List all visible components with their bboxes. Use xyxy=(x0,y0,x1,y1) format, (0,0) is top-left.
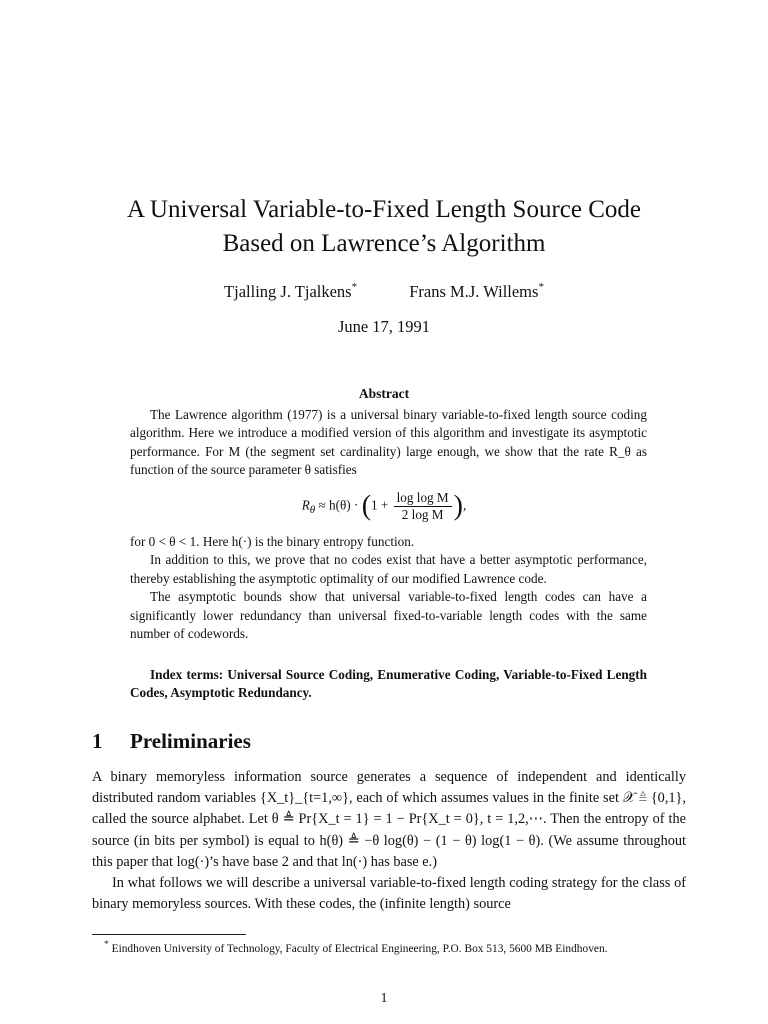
footnote-mark: * xyxy=(104,940,109,950)
abstract-text: for 0 < θ < 1. Here h(·) is the binary entropy function. xyxy=(130,534,415,549)
title-line-2: Based on Lawrence’s Algorithm xyxy=(222,230,546,257)
formula-lhs-subscript: θ xyxy=(309,504,316,517)
author-2 xyxy=(409,281,544,302)
paper-title xyxy=(0,193,768,261)
author-list xyxy=(0,281,768,302)
footnote-text: Eindhoven University of Technology, Faculty of Electrical Engineering, P.O. Box 513, 5600 MB Eindhoven. xyxy=(111,942,608,955)
footnote xyxy=(92,937,686,958)
section-number: 1 xyxy=(92,729,103,753)
author-1 xyxy=(224,281,357,302)
abstract-paragraph-group xyxy=(130,533,647,643)
formula-denominator: 2 log M xyxy=(401,507,444,522)
section-heading xyxy=(92,729,251,754)
abstract-paragraph-1 xyxy=(130,406,647,480)
rate-formula xyxy=(0,490,768,523)
body-paragraph: In what follows we will describe a universal variable-to-fixed length coding strategy for the class of binary memoryless sources. With these codes, the (infinite length) source xyxy=(92,875,686,913)
title-line-1: A Universal Variable-to-Fixed Length Source Code xyxy=(126,196,641,223)
author-footnote-mark: * xyxy=(538,281,544,293)
formula-numerator: log log M xyxy=(394,490,452,507)
author-name: Tjalling J. Tjalkens xyxy=(224,281,352,301)
author-name: Frans M.J. Willems xyxy=(409,281,539,301)
formula-open-paren: ( xyxy=(361,490,372,522)
abstract-text: In addition to this, we prove that no codes exist that have a better asymptotic performance, thereby establishing the asymptotic optimality of our modified Lawrence code. xyxy=(130,552,647,586)
formula-relation: ≈ h(θ) · xyxy=(315,497,362,513)
index-terms: Index terms: Universal Source Coding, Enumerative Coding, Variable-to-Fixed Length Codes, Asymptotic Redundancy. xyxy=(130,667,647,701)
author-footnote-mark: * xyxy=(351,281,358,293)
formula-one-plus: 1 + xyxy=(371,497,392,513)
paper-date: June 17, 1991 xyxy=(337,317,431,336)
section-body xyxy=(92,767,686,915)
formula-trailing: , xyxy=(463,497,467,513)
abstract-heading: Abstract xyxy=(358,386,410,401)
formula-lhs: R xyxy=(301,497,310,513)
formula-close-paren: ) xyxy=(453,490,463,522)
abstract-text: The Lawrence algorithm (1977) is a universal binary variable-to-fixed length source coding algorithm. Here we introduce a modified version of this algorithm and investigate its asymptotic performance. For M (the segment set cardinality) large enough, we show that the rate R_θ as function of the source parameter θ satisfies xyxy=(130,407,647,478)
page-number: 1 xyxy=(380,990,388,1005)
body-paragraph: A binary memoryless information source generates a sequence of independent and identically distributed random variables {X_t}_{t=1,∞}, each of which assumes values in the finite set 𝒳 ≜ {0,1}, called the source alphabet. Let θ ≜ Pr{X_t = 1} = 1 − Pr{X_t = 0}, t = 1,2,⋯. Then the entropy of the source (in bits per symbol) is equal to h(θ) ≜ −θ log(θ) − (1 − θ) log(1 − θ). (We assume throughout this paper that log(·)’s have base 2 and that ln(·) has base e.) xyxy=(92,769,686,870)
abstract-text: The asymptotic bounds show that universal variable-to-fixed length codes can have a significantly lower redundancy than universal fixed-to-variable length codes with the same number of codewords. xyxy=(130,589,647,642)
section-title: Preliminaries xyxy=(130,729,251,753)
formula-fraction xyxy=(394,490,452,523)
footnote-rule xyxy=(92,934,246,935)
